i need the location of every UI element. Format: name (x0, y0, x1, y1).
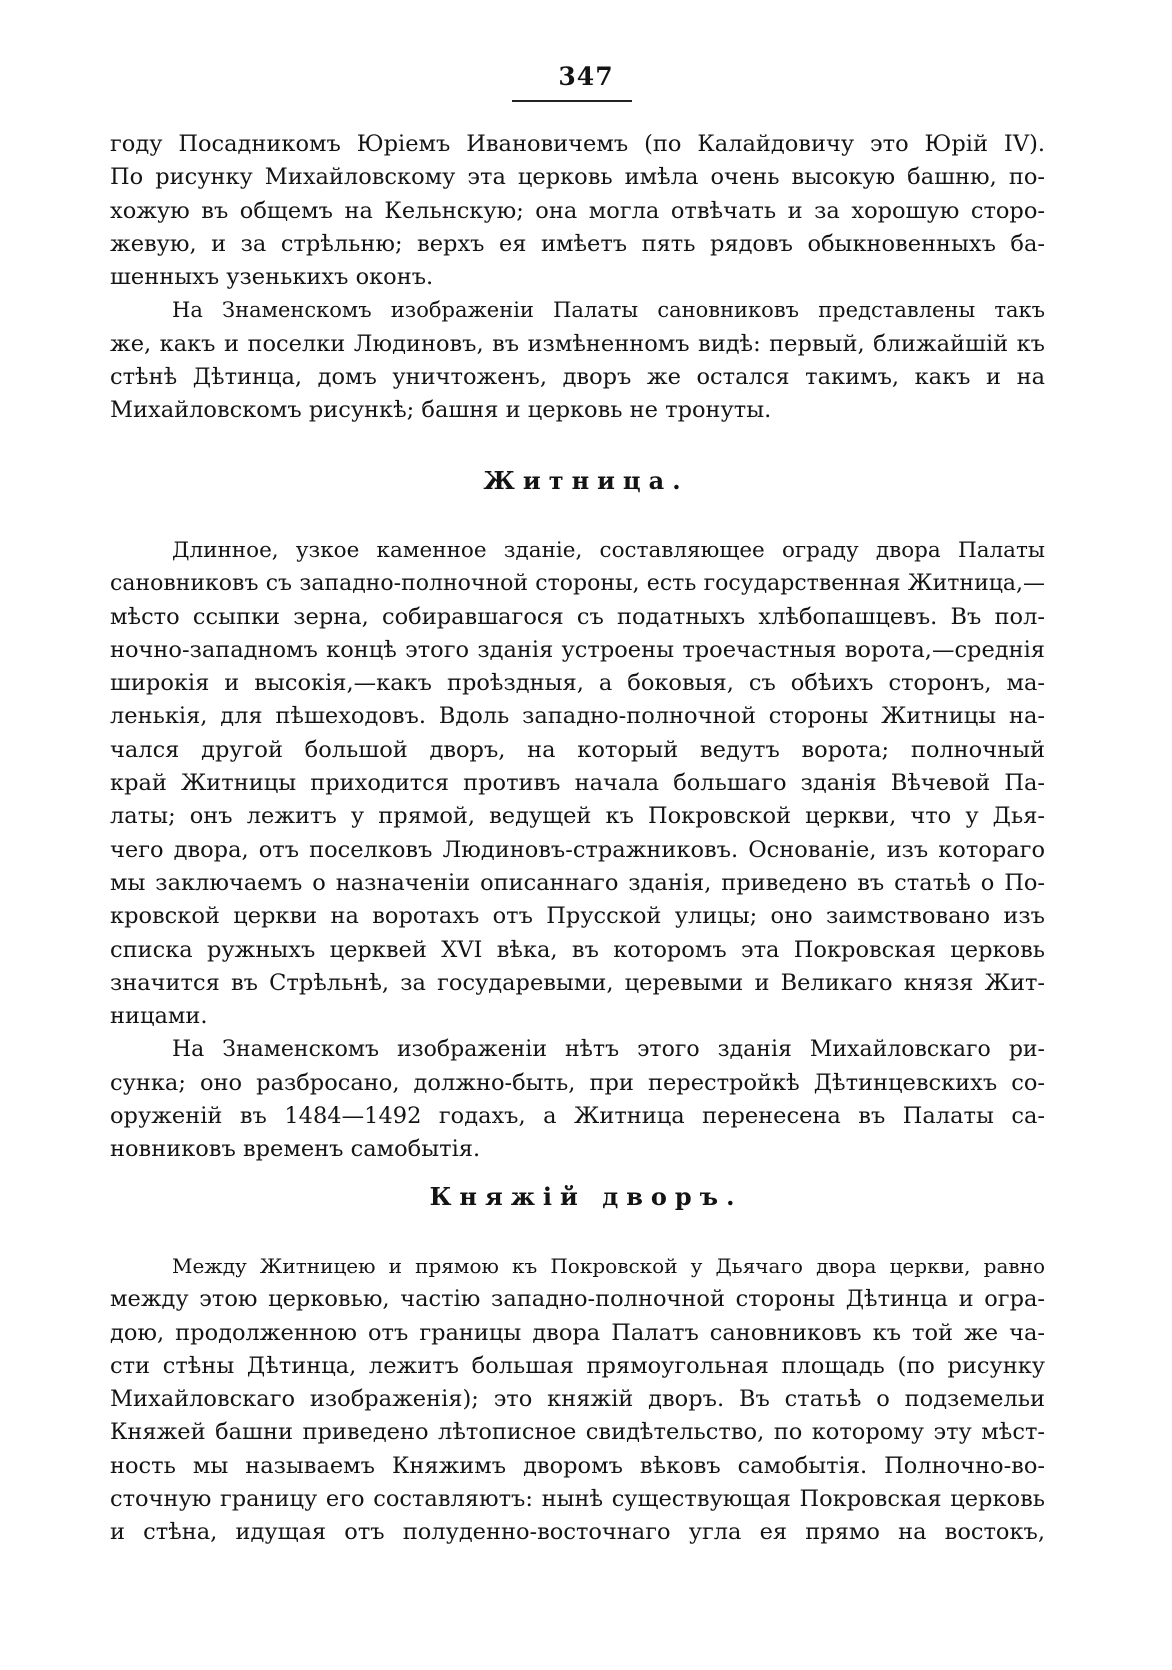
text-line: Длинное, узкое каменное зданіе, составляющее ограду двора Палаты (172, 538, 1045, 563)
page-number-rule (512, 100, 632, 102)
text-line: ленькія, для пѣшеходовъ. Вдоль западно-полночной стороны Житницы на- (110, 703, 1045, 730)
text-line: сточную границу его составляютъ: нынѣ существующая Покровская церковь (110, 1486, 1045, 1513)
text-line: новниковъ временъ самобытія. (110, 1136, 481, 1163)
text-line: На Знаменскомъ изображеніи нѣтъ этого зданія Михайловскаго ри- (172, 1037, 1045, 1063)
text-line: значится въ Стрѣльнѣ, за государевыми, церевыми и Великаго князя Жит- (110, 969, 1045, 996)
text-line: оруженій въ 1484—1492 годахъ, а Житница перенесена въ Палаты са- (110, 1103, 1045, 1130)
text-line: край Житницы приходится противъ начала большаго зданія Вѣчевой Па- (110, 770, 1045, 797)
text-line: чего двора, отъ поселковъ Людиновъ-стражниковъ. Основаніе, изъ котораго (110, 836, 1045, 863)
text-line: стѣнѣ Дѣтинца, домъ уничтоженъ, дворъ же остался такимъ, какъ и на (110, 364, 1045, 391)
paragraph (110, 294, 1045, 427)
text-line: и стѣна, идущая отъ полуденно-восточнаго угла ея прямо на востокъ, (110, 1519, 1045, 1546)
page-number: 347 (558, 62, 614, 91)
text-line: сунка; оно разбросано, должно-быть, при перестройкѣ Дѣтинцевскихъ со- (110, 1069, 1045, 1096)
text-line: Княжей башни приведено лѣтописное свидѣтельство, по которому эту мѣст- (110, 1419, 1045, 1446)
text-line: мѣсто ссыпки зерна, собиравшагося съ податныхъ хлѣбопашцевъ. Въ пол- (110, 603, 1045, 630)
text-line: сти стѣны Дѣтинца, лежитъ большая прямоугольная площадь (по рисунку (110, 1352, 1045, 1379)
section-heading-knyazhiy-dvor: Княжій дворъ. (429, 1182, 743, 1211)
text-line: Михайловскаго изображенія); это княжій дворъ. Въ статьѣ о подземельи (110, 1386, 1045, 1413)
paragraph (110, 1033, 1045, 1166)
section-heading-zhitnitsa: Житница. (483, 466, 689, 495)
text-line: же, какъ и поселки Людиновъ, въ измѣненномъ видѣ: первый, ближайшій къ (110, 330, 1045, 357)
text-line: мы заключаемъ о назначеніи описаннаго зданія, приведено въ статьѣ о По- (110, 869, 1045, 896)
text-line: кровской церкви на воротахъ отъ Прусской улицы; оно заимствовано изъ (110, 903, 1045, 930)
text-line: жевую, и за стрѣльню; верхъ ея имѣетъ пять рядовъ обыкновенныхъ ба- (110, 230, 1045, 257)
text-line: чался другой большой дворъ, на который ведутъ ворота; полночный (110, 736, 1045, 763)
text-line: широкія и высокія,—какъ проѣздныя, а боковыя, съ обѣихъ сторонъ, ма- (110, 670, 1045, 697)
text-line: На Знаменскомъ изображеніи Палаты сановниковъ представлены такъ (172, 298, 1045, 323)
text-line: хожую въ общемъ на Кельнскую; она могла отвѣчать и за хорошую сторо- (110, 197, 1045, 224)
text-line: Между Житницею и прямою къ Покровской у Дьячаго двора церкви, равно (172, 1254, 1045, 1278)
text-line: ницами. (110, 1003, 208, 1030)
text-line: По рисунку Михайловскому эта церковь имѣла очень высокую башню, по- (110, 164, 1045, 191)
text-line: дою, продолженною отъ границы двора Палатъ сановниковъ къ той же ча- (110, 1319, 1045, 1346)
text-line: между этою церковью, частію западно-полночной стороны Дѣтинца и огра- (110, 1286, 1045, 1313)
text-line: шенныхъ узенькихъ оконъ. (110, 264, 434, 291)
paragraph (110, 128, 1045, 294)
paragraph (110, 1250, 1045, 1550)
text-line: году Посадникомъ Юріемъ Ивановичемъ (по Калайдовичу это Юрій IV). (110, 131, 1045, 157)
text-line: Михайловскомъ рисункѣ; башня и церковь не тронуты. (110, 397, 772, 424)
text-block-zhitnitsa (110, 534, 1045, 1167)
text-line: ночно-западномъ концѣ этого зданія устроены троечастныя ворота,—среднія (110, 636, 1045, 663)
paragraph (110, 534, 1045, 1033)
text-line: ность мы называемъ Княжимъ дворомъ вѣковъ самобытія. Полночно-во- (110, 1452, 1045, 1479)
text-line: списка ружныхъ церквей XVI вѣка, въ которомъ эта Покровская церковь (110, 936, 1045, 963)
text-line: сановниковъ съ западно-полночной стороны, есть государственная Житница,— (110, 571, 1045, 597)
text-line: латы; онъ лежитъ у прямой, ведущей къ Покровской церкви, что у Дья- (110, 803, 1045, 830)
text-block-top (110, 128, 1045, 428)
text-block-knyazhiy-dvor (110, 1250, 1045, 1550)
